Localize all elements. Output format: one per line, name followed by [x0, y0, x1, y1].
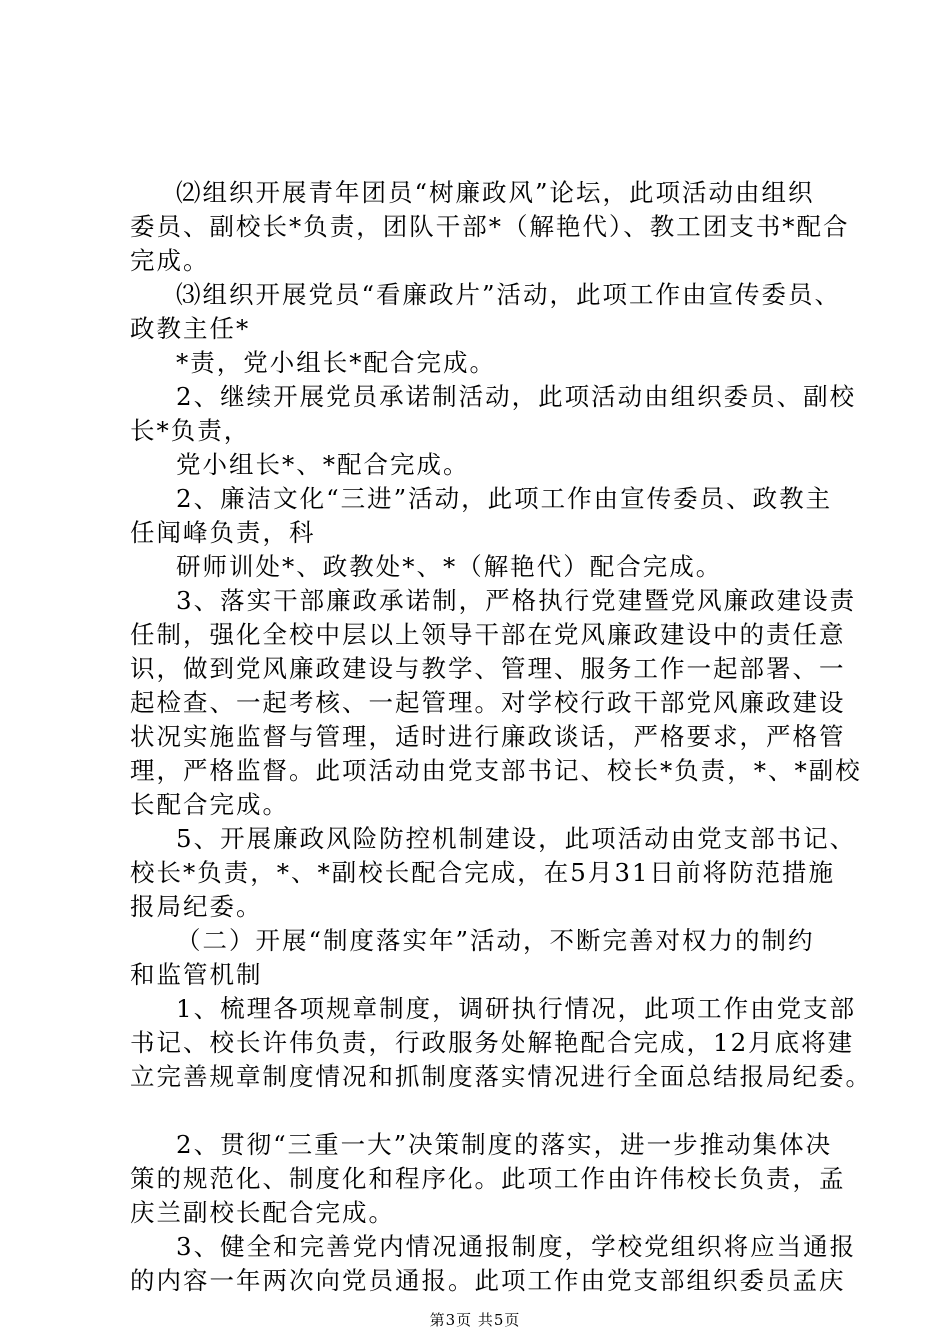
section-heading: 和监管机制	[130, 960, 263, 989]
text-line: 任制，强化全校中层以上领导干部在党风廉政建设中的责任意	[130, 620, 846, 649]
text-line: 长配合完成。	[130, 790, 289, 819]
text-line: 3、健全和完善党内情况通报制度，学校党组织将应当通报	[176, 1232, 857, 1261]
text-line: 2、继续开展党员承诺制活动，此项活动由组织委员、副校	[176, 382, 857, 411]
text-line: 1、梳理各项规章制度，调研执行情况，此项工作由党支部	[176, 994, 857, 1023]
text-line: 庆兰副校长配合完成。	[130, 1198, 395, 1227]
text-line: 校长*负责，*、*副校长配合完成，在5月31日前将防范措施	[130, 858, 836, 887]
text-line: 状况实施监督与管理，适时进行廉政谈话，严格要求，严格管	[130, 722, 846, 751]
text-line: 2、廉洁文化“三进”活动，此项工作由宣传委员、政教主	[176, 484, 833, 513]
text-line: *责，党小组长*配合完成。	[176, 348, 496, 377]
text-line: 报局纪委。	[130, 892, 263, 921]
text-line: 研师训处*、政教处*、*（解艳代）配合完成。	[176, 552, 723, 581]
text-line: 党小组长*、*配合完成。	[176, 450, 470, 479]
text-line: 2、贯彻“三重一大”决策制度的落实，进一步推动集体决	[176, 1130, 833, 1159]
text-line: 委员、副校长*负责，团队干部*（解艳代）、教工团支书*配合	[130, 212, 850, 241]
text-line: 理，严格监督。此项活动由党支部书记、校长*负责，*、*副校	[130, 756, 862, 785]
page-number: 第3页 共5页	[429, 1311, 521, 1329]
text-line: ⑵组织开展青年团员“树廉政风”论坛，此项活动由组织	[176, 178, 815, 207]
text-line: 的内容一年两次向党员通报。此项工作由党支部组织委员孟庆	[130, 1266, 846, 1295]
text-line: 3、落实干部廉政承诺制，严格执行党建暨党风廉政建设责	[176, 586, 857, 615]
text-line: 任闻峰负责，科	[130, 518, 316, 547]
text-line: 策的规范化、制度化和程序化。此项工作由许伟校长负责，孟	[130, 1164, 846, 1193]
text-line: 书记、校长许伟负责，行政服务处解艳配合完成，12月底将建	[130, 1028, 855, 1057]
text-line: 完成。	[130, 246, 210, 275]
section-heading: （二）开展“制度落实年”活动，不断完善对权力的制约	[176, 926, 815, 955]
text-line: 立完善规章制度情况和抓制度落实情况进行全面总结报局纪委。	[130, 1062, 872, 1091]
text-line: 政教主任*	[130, 314, 251, 343]
text-line: ⑶组织开展党员“看廉政片”活动，此项工作由宣传委员、	[176, 280, 842, 309]
text-line: 长*负责，	[130, 416, 251, 445]
text-line: 5、开展廉政风险防控机制建设，此项活动由党支部书记、	[176, 824, 857, 853]
text-line: 识，做到党风廉政建设与教学、管理、服务工作一起部署、一	[130, 654, 846, 683]
text-line: 起检查、一起考核、一起管理。对学校行政干部党风廉政建设	[130, 688, 846, 717]
